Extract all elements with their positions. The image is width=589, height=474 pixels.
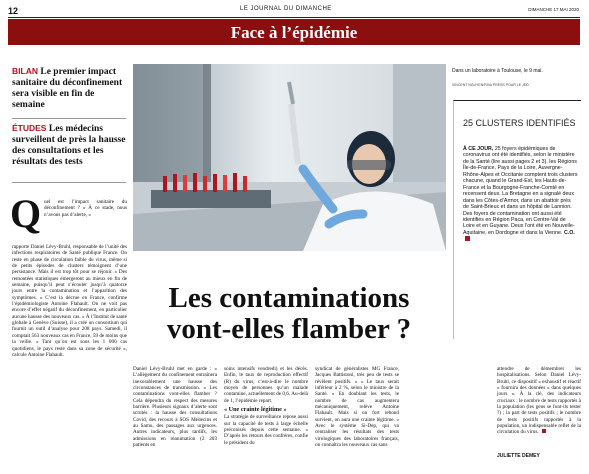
article-column-3-top: soins intensifs vendredi) et les décès. Enfin, le taux de reproduction effectif (R) du virus, c’est-à-dire le nombre moyen de personnes qu’un malade contamine, actuellement de 0,6. Au-delà de 1, l’épidémie repart.: [224, 366, 308, 404]
clusters-box-lead: À CE JOUR,: [463, 146, 494, 152]
article-intro: uel est l’impact sanitaire du déconfinement ? « À ce stade, nous n’avons pas d’alerte, »: [44, 199, 127, 218]
article-column-1-tail: calcule Antoine Flahault.: [12, 351, 65, 358]
teaser-divider-bottom: [12, 182, 126, 183]
bilan-tag: BILAN: [12, 66, 38, 76]
article-headline: Les contaminations vont-elles flamber ?: [166, 282, 412, 345]
photo-caption: Dans un laboratoire à Toulouse, le 9 mai.: [452, 68, 543, 74]
article-column-4: syndicat de généralistes MG France, Jacques Battistoni, très peu de tests se révèlent positifs. » « Le taux serait inférieur à 2 %, selon le ministre de la Santé. « En doublant les tests, le nombre de cas augmentera mécaniquement, relève Antoine Flahault. Mais si on fort rebond survient, on aura une crainte légitime. » Avec le système Si-Dep, qui va centraliser les résultats des tests virologiques des laboratoires français, on connaîtra les nouveaux cas sans: [315, 366, 399, 449]
lab-scene-illustration: [133, 64, 446, 251]
clusters-box-title: 25 CLUSTERS IDENTIFIÉS: [463, 118, 576, 128]
etudes-text: Les médecins surveillent de près la hausse des consultations et les résultats des tests: [12, 124, 126, 167]
article-column-1-text: rapporte Daniel Lévy-Bruhl, responsable de l’unité des infections respiratoires de Santé publique France. On reste en phase de circulation faible du virus, même si de petits épisodes de clusters témoignent d’une persistance. Mais il est trop tôt pour se réjouir. » Des remontées statistiques émergeront au mieux en fin de semaine, puisqu’il peut s’écouler jusqu’à quatorze jours entre la contamination et l’apparition des symptômes. « C’est la décrue en France, confirme l’épidémiologiste Antoine Flahault. On ne voit pas encore d’effet négatif du déconfinement, en particulier aucune hausse des nouveaux cas. » À l’Institut de santé globale à Genève (Suisse), il a créé un consortium qui fournit un outil d’analyse pour 208 pays. Samedi, il comptait 563 nouveaux cas en France, 59 de moins que la veille. « Tant qu’on est sous les 1 000 cas quotidiens, le pays reste dans sa zone de sécurité »,: [12, 244, 127, 352]
bilan-text: Le premier impact sanitaire du déconfinement sera visible en fin de semaine: [12, 67, 123, 110]
article-column-1: [12, 244, 127, 358]
journal-name: LE JOURNAL DU DIMANCHE: [240, 6, 332, 12]
clusters-box-signoff: C.O.: [563, 229, 575, 236]
author-signature: JULIETTE DEMEY: [497, 453, 540, 459]
article-end-icon: [542, 429, 546, 433]
teaser-divider: [12, 118, 126, 119]
end-mark-icon: [465, 236, 470, 241]
lab-photo: [133, 64, 446, 251]
photo-credit: VINCENT NGUYEN/RIVA PRESS POUR LE JDD: [452, 83, 529, 87]
article-column-5: [497, 366, 581, 436]
issue-date: DIMANCHE 17 MAI 2020: [528, 7, 579, 12]
etudes-teaser: [12, 123, 126, 168]
article-column-3-bottom: La stratégie de surveillance repose aussi sur la capacité de tests à large échelle préconisés depuis cette semaine. « D’après les retours des confrères, confie le président du: [224, 414, 308, 446]
bilan-teaser: [12, 66, 126, 111]
article-column-5-text: attendre de démembrer les hospitalisations. Selon Daniel Lévy-Bruhl, ce dispositif « exhaustif et réactif » fournira des données « dans quelques jours ». À la clé, des indicateurs cruciaux : le nombre de tests rapportés à la population (les gens se font-ils tester ?) ; la part de tests positifs ; le nombre de tests positifs rapportés à la population, un indispensable reflet de la circulation du virus.: [497, 366, 581, 436]
article-column-2: Daniel Lévy-Bruhl met en garde : « L’allègement du confinement entraînera inexorablement une hausse des circonstances de transmission. » Les contaminations vont-elles flamber ? Cela dépendra du respect des mesures barrière. Plusieurs signaux d’alerte sont scrutés : la hausse des consultations Covid, des recours à SOS Médecins et au Samu, des passages aux urgences. Autres indicateurs, plus tardifs, les admissions en réanimation (2 203 patients en: [133, 366, 217, 449]
clusters-box-text: [463, 146, 578, 244]
section-banner: [8, 19, 580, 45]
drop-cap: Q: [10, 191, 42, 236]
article-subheading: « Une crainte légitime »: [224, 406, 287, 414]
header-rule: [8, 17, 580, 18]
section-title: Face à l’épidémie: [230, 23, 358, 42]
clusters-box-body: 25 foyers épidémiques de coronavirus ont été identifiés, selon le ministère de la Santé (lire aussi pages 2 et 3). les Régions Île-de-France, Pays de la Loire, Auvergne-Rhône-Alpes et Occitanie comptent trois clusters chacune, quand le Grand-Est, les Hauts-de-France et la Bourgogne-Franche-Comté en recensent deux. La Bretagne en a signalé deux dans les Côtes-d’Armor, dans un abattoir près de Saint-Brieuc et dans un hôpital de Lannion. Des foyers de contamination ont aussi été identifiés en Région Paca, en Centre-Val de Loire et en Guyane. Deux l’ont été en Nouvelle-Aquitaine, en Dordogne et dans la Vienne.: [463, 146, 578, 236]
article-column-3: [224, 366, 308, 446]
page-number: 12: [8, 6, 19, 16]
etudes-tag: ÉTUDES: [12, 123, 47, 133]
